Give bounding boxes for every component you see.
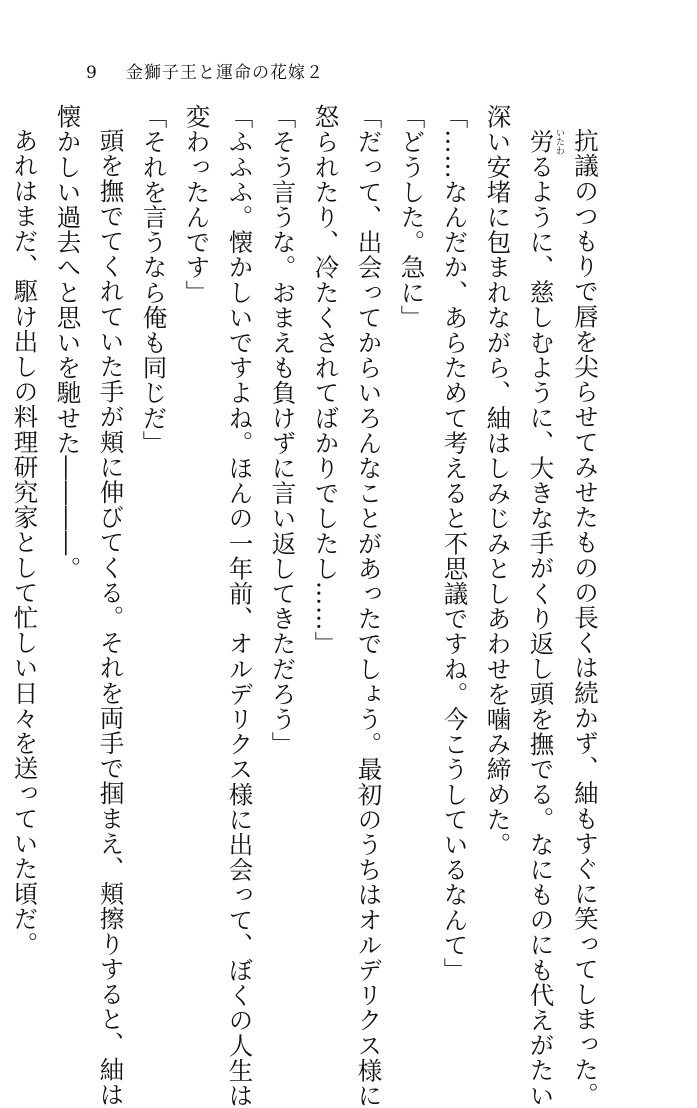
text-line-13: 懐かしい過去へと思いを馳せた――――。 bbox=[53, 104, 83, 581]
text-line-3: 深い安堵に包まれながら、紬はしみじみとしあわせを噛み締めた。 bbox=[483, 104, 513, 857]
book-title: 金獅子王と運命の花嫁２ bbox=[126, 63, 324, 83]
text-line-5: 「どうした。急に」 bbox=[397, 104, 427, 330]
text-line-14: あれはまだ、駆け出しの料理研究家として忙しい日々を送っていた頃だ。 bbox=[10, 128, 40, 957]
vertical-body-text bbox=[10, 104, 607, 1108]
running-header bbox=[86, 58, 324, 83]
text-line-6: 「だって、出会ってからいろんなことがあったでしょう。最初のうちはオルデリクス様に bbox=[354, 104, 384, 1108]
text-line-8: 「そう言うな。おまえも負けずに言い返してきただろう」 bbox=[268, 104, 298, 757]
text-line-7: 怒られたり、冷たくされてばかりでしたし……」 bbox=[311, 104, 341, 657]
text-line-12: 頭を撫でてくれていた手が頬に伸びてくる。それを両手で掴まえ、頬擦りすると、紬は bbox=[96, 128, 126, 1107]
text-line-15 bbox=[0, 104, 4, 984]
text-line-2: 労いたわるように、慈しむように、大きな手がくり返し頭を撫でる。なにものにも代えがたい bbox=[526, 128, 564, 1108]
page-number: 9 bbox=[86, 63, 98, 83]
text-line-11: 「それを言うなら俺も同じだ」 bbox=[139, 104, 169, 456]
text-line-9: 「ふふふ。懐かしいですよね。ほんの一年前、オルデリクス様に出会って、ぼくの人生は bbox=[225, 104, 255, 1108]
text-line-1: 抗議のつもりで唇を尖らせてみせたものの長くは続かず、紬もすぐに笑ってしまった。 bbox=[571, 128, 600, 1107]
ruby-itawa: 労いたわ bbox=[526, 128, 564, 155]
text-line-4: 「……なんだか、あらためて考えると不思議ですね。今こうしているなんて」 bbox=[440, 104, 470, 983]
text-line-10: 変わったんです」 bbox=[182, 104, 212, 305]
